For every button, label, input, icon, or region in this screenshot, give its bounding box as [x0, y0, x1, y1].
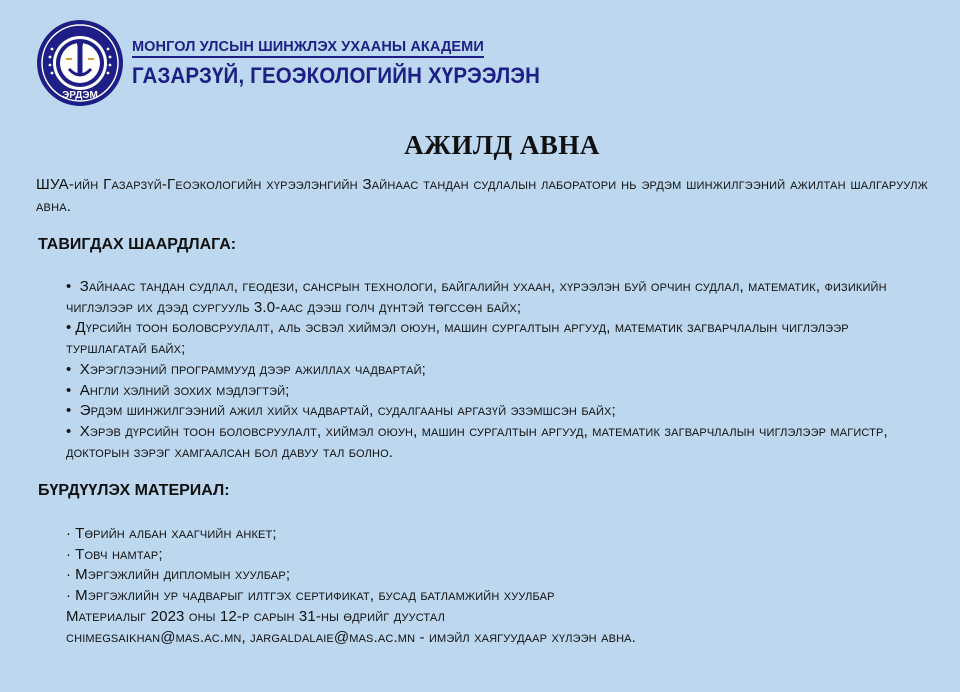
bullet-icon: · [66, 587, 72, 605]
bullet-icon: • [66, 422, 72, 440]
list-item: • Зайнаас тандан судлал, геодези, сансрын технологи, байгалийн ухаан, хүрээлэн буй орчин судлал, математик, физикийн чиглэлээр их дээд сургууль 3.0-аас дээш голч дүнтэй төгссөн байх; [66, 278, 887, 316]
requirements-heading: ТАВИГДАХ ШААРДЛАГА: [38, 236, 237, 253]
header [36, 19, 636, 107]
materials-heading: БҮРДҮҮЛЭХ МАТЕРИАЛ: [38, 482, 230, 499]
institute-name: ГАЗАРЗҮЙ, ГЕОЭКОЛОГИЙН ХҮРЭЭЛЭН [132, 63, 541, 88]
list-item: · Мэргэжлийн ур чадварыг илтгэх сертификат, бусад батламжийн хуулбар [66, 587, 555, 605]
institute-logo [36, 19, 124, 107]
bullet-icon: • [66, 381, 72, 399]
bullet-icon: · [66, 545, 72, 563]
bullet-icon: · [66, 525, 72, 542]
list-item: • Дүрсийн тоон боловсруулалт, аль эсвэл хиймэл оюун, машин сургалтын аргууд, математик загварчлалын чиглэлээр туршлагатай байх; [66, 319, 849, 358]
academy-name: МОНГОЛ УЛСЫН ШИНЖЛЭХ УХААНЫ АКАДЕМИ [132, 39, 484, 58]
page-title: АЖИЛД АВНА [404, 130, 600, 160]
list-item: • Хэрэглээний программууд дээр ажиллах чадвартай; [66, 360, 426, 378]
list-item: · Төрийн албан хаагчийн анкет; [66, 525, 277, 542]
list-item: • Хэрэв дүрсийн тоон боловсруулалт, хиймэл оюун, машин сургалтын аргууд, математик загварчлалын чиглэлээр магистр, докторын зэрэг хамгаалсан бол давуу тал болно. [66, 422, 888, 461]
list-item: · Товч намтар; [66, 545, 163, 563]
list-item: • Англи хэлний зохих мэдлэгтэй; [66, 381, 290, 399]
deadline-note: Материалыг 2023 оны 12-р сарын 31-ны өдрийг дуустал [66, 607, 446, 625]
bullet-icon: • [66, 278, 72, 295]
list-item: · Мэргэжлийн дипломын хуулбар; [66, 566, 291, 584]
bullet-icon: • [66, 319, 72, 337]
logo-text: ЭРДЭМ [62, 90, 98, 101]
materials-list [66, 524, 932, 648]
list-item: • Эрдэм шинжилгээний ажил хийх чадвартай, судалгааны аргазүй эзэмшсэн байх; [66, 402, 616, 420]
bullet-icon: • [66, 360, 72, 378]
bullet-icon: · [66, 566, 72, 584]
requirements-list [66, 277, 932, 463]
bullet-icon: • [66, 402, 72, 420]
contact-emails: chimegsaikhan@mas.ac.mn, jargaldalaie@mas.ac.mn - имэйл хаягуудаар хүлээн авна. [66, 628, 636, 646]
intro-paragraph: ШУА-ийн Газарзүй-Геоэкологийн хүрээлэнгийн Зайнаас тандан судлалын лаборатори нь эрдэм шинжилгээний ажилтан шалгаруулж авна. [36, 176, 928, 215]
